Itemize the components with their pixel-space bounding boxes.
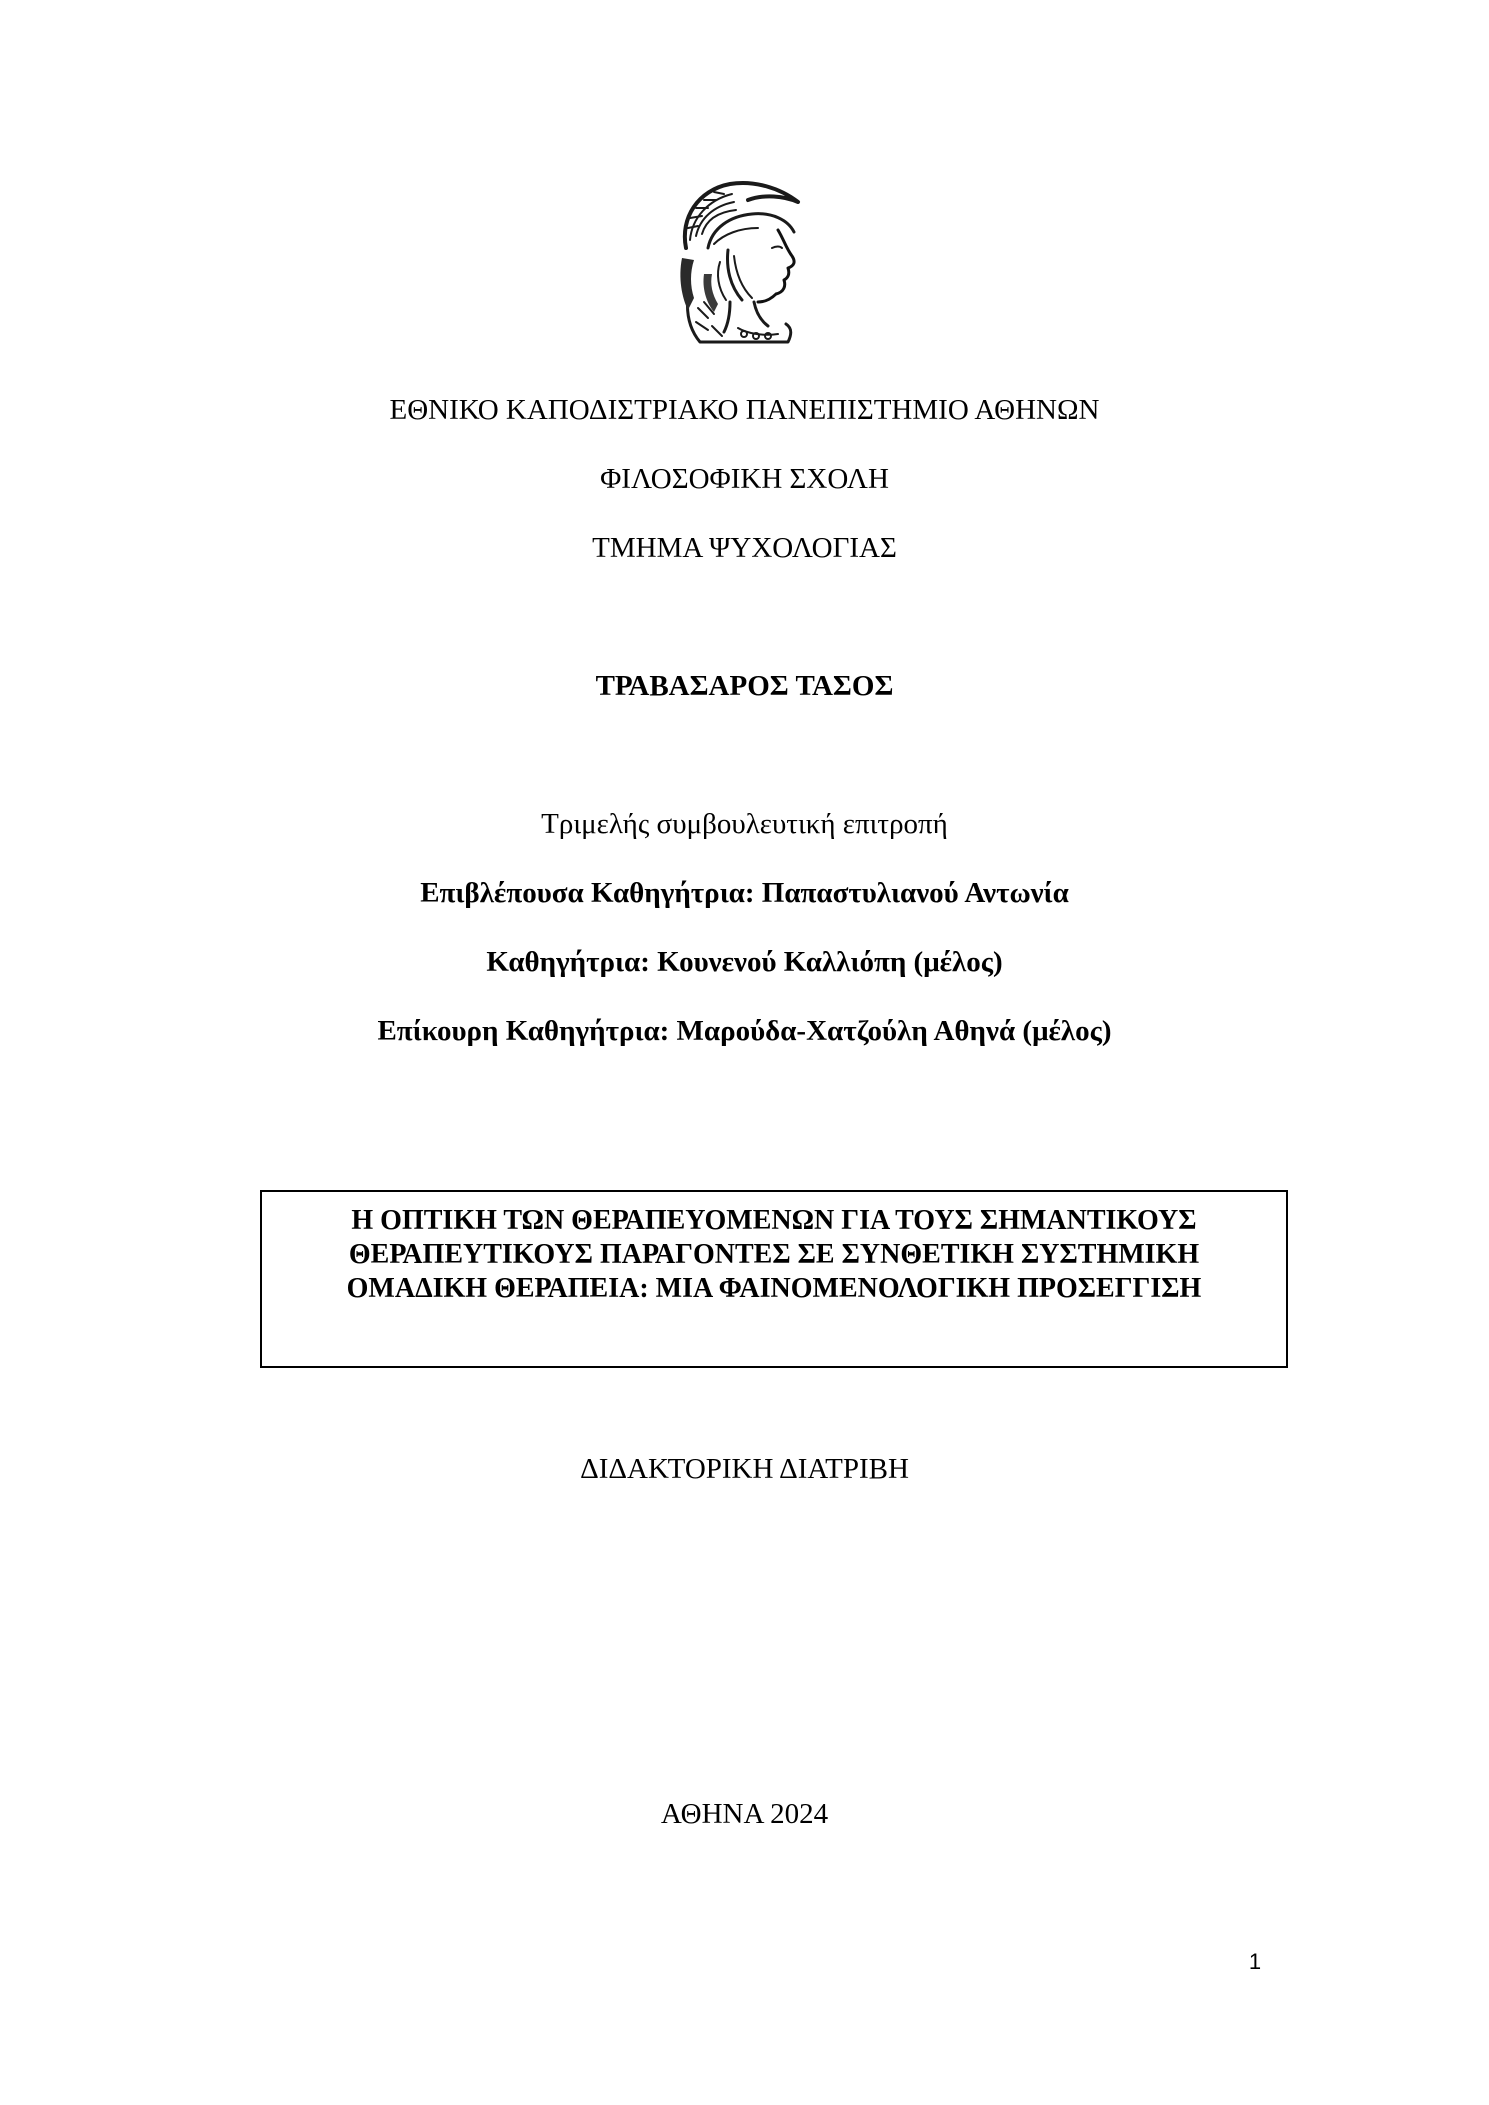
athena-helmet-seal-icon [668, 178, 816, 350]
committee-member: Επιβλέπουσα Καθηγήτρια: Παπαστυλιανού Αντωνία [420, 877, 1069, 909]
committee-member: Επίκουρη Καθηγήτρια: Μαρούδα-Χατζούλη Αθηνά (μέλος) [377, 1015, 1112, 1047]
page-number: 1 [1248, 1949, 1262, 1974]
thesis-title-line: ΟΜΑΔΙΚΗ ΘΕΡΑΠΕΙΑ: ΜΙΑ ΦΑΙΝΟΜΕΝΟΛΟΓΙΚΗ ΠΡΟΣΕΓΓΙΣΗ [346, 1273, 1202, 1304]
place-year: ΑΘΗΝΑ 2024 [660, 1798, 829, 1830]
document-type: ΔΙΔΑΚΤΟΡΙΚΗ ΔΙΑΤΡΙΒΗ [580, 1453, 909, 1485]
author-name: ΤΡΑΒΑΣΑΡΟΣ ΤΑΣΟΣ [595, 670, 894, 702]
school-name: ΦΙΛΟΣΟΦΙΚΗ ΣΧΟΛΗ [600, 463, 889, 495]
thesis-title-line: ΘΕΡΑΠΕΥΤΙΚΟΥΣ ΠΑΡΑΓΟΝΤΕΣ ΣΕ ΣΥΝΘΕΤΙΚΗ ΣΥΣΤΗΜΙΚΗ [348, 1239, 1200, 1270]
university-name: ΕΘΝΙΚΟ ΚΑΠΟΔΙΣΤΡΙΑΚΟ ΠΑΝΕΠΙΣΤΗΜΙΟ ΑΘΗΝΩΝ [389, 394, 1100, 426]
committee-member: Καθηγήτρια: Κουνενού Καλλιόπη (μέλος) [486, 946, 1003, 978]
committee-heading: Τριμελής συμβουλευτική επιτροπή [541, 808, 948, 840]
thesis-title-line: Η ΟΠΤΙΚΗ ΤΩΝ ΘΕΡΑΠΕΥΟΜΕΝΩΝ ΓΙΑ ΤΟΥΣ ΣΗΜΑΝΤΙΚΟΥΣ [351, 1205, 1197, 1236]
thesis-title-box [260, 1190, 1288, 1368]
department-name: ΤΜΗΜΑ ΨΥΧΟΛΟΓΙΑΣ [592, 532, 897, 564]
